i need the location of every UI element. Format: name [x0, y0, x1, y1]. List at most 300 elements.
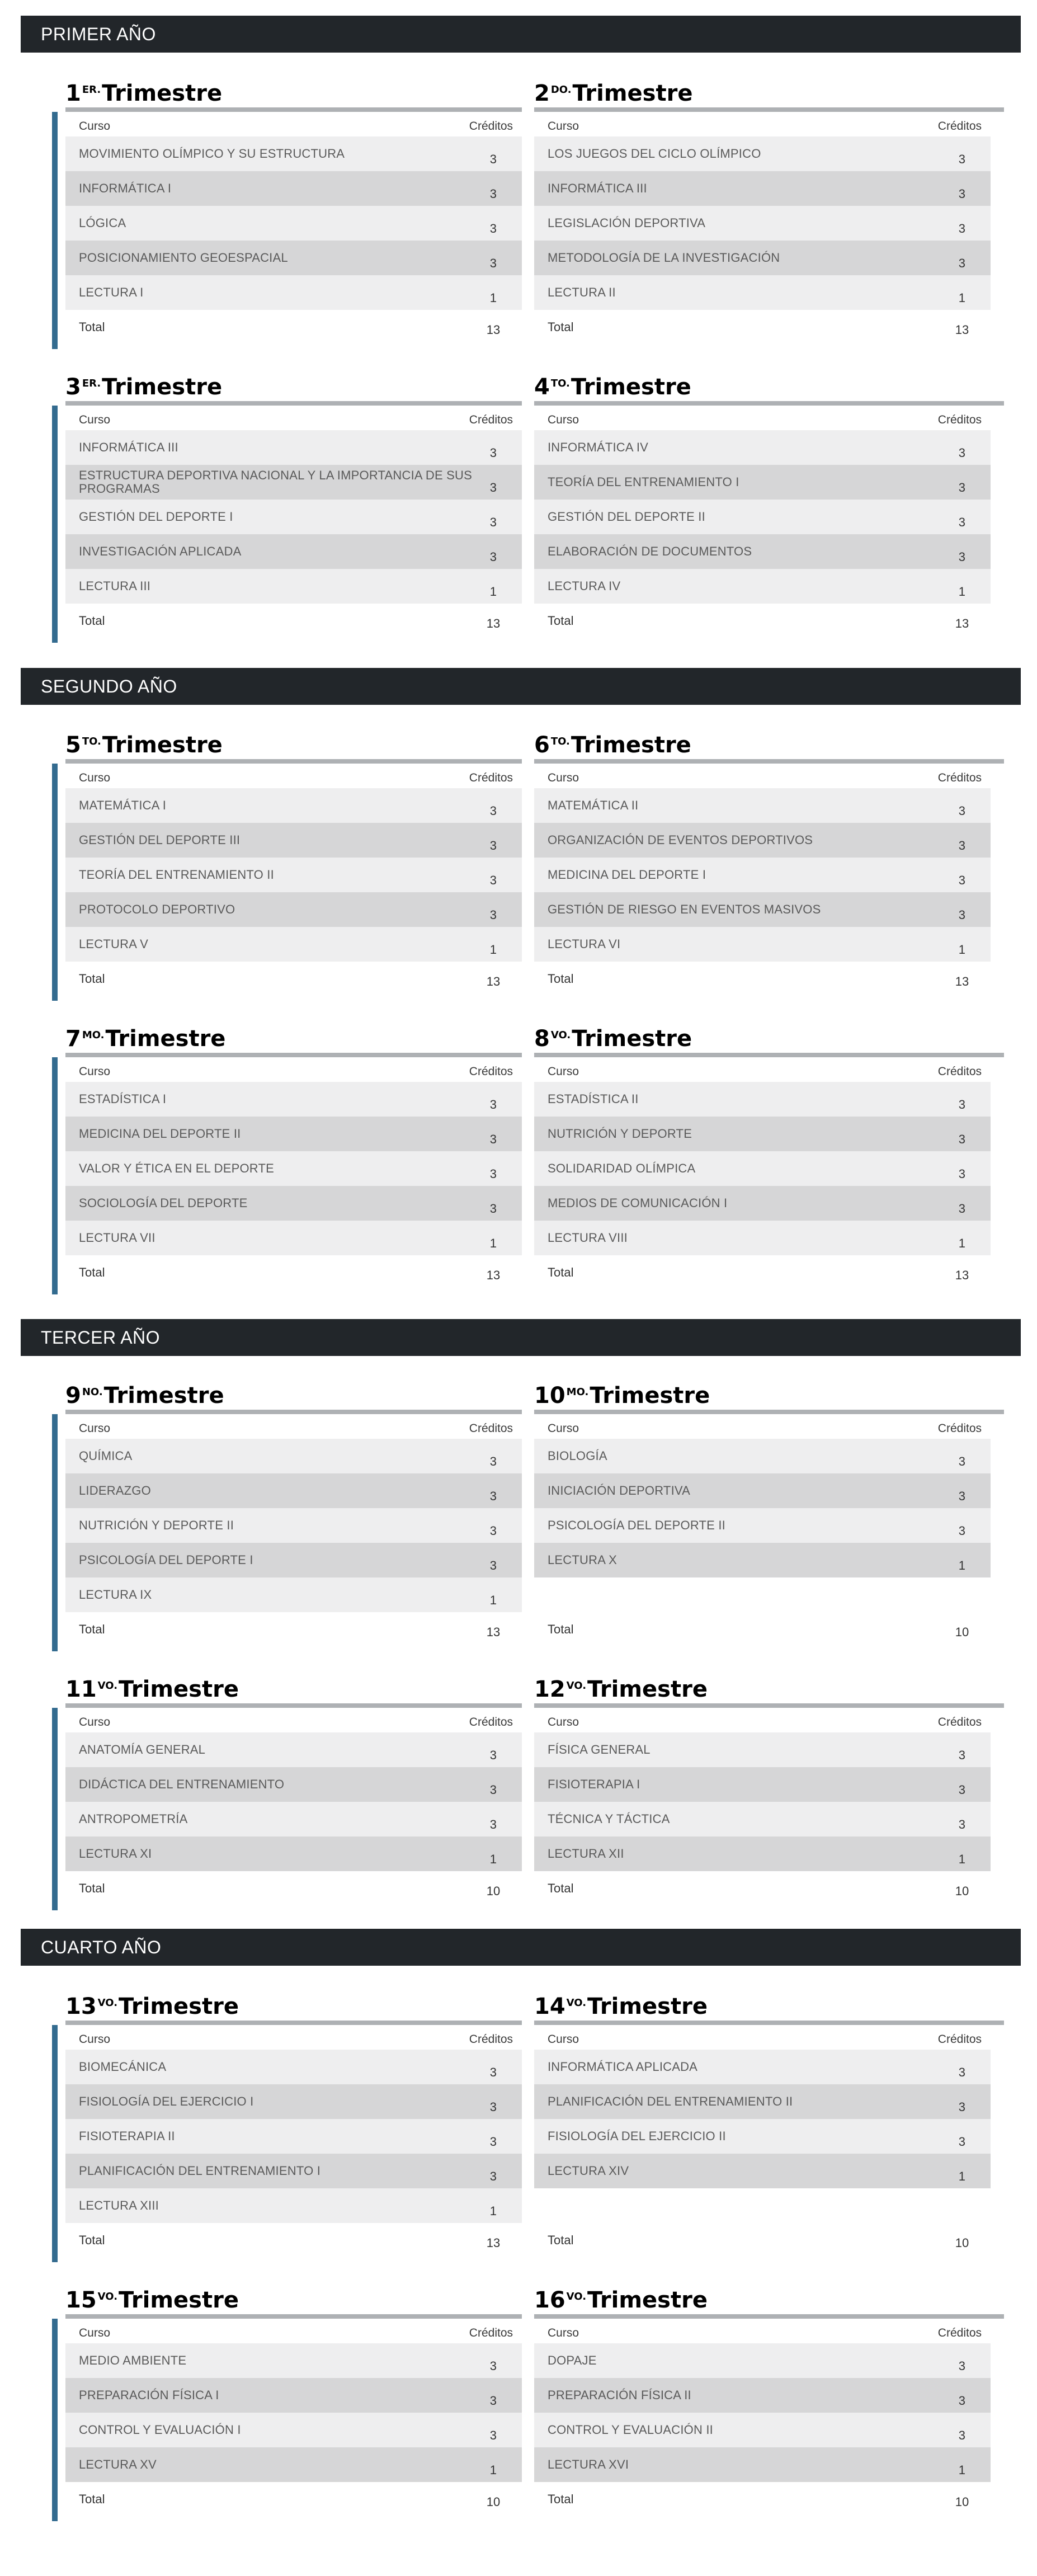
- course-credits: 3: [489, 1748, 497, 1762]
- course-credits: 3: [958, 804, 966, 818]
- course-column-header: Curso: [548, 1422, 579, 1435]
- course-name: LIDERAZGO: [79, 1484, 151, 1497]
- table-header: [534, 1414, 991, 1439]
- table-row: [534, 1732, 991, 1767]
- credits-column-header: Créditos: [469, 771, 513, 784]
- credits-column-header: Créditos: [469, 413, 513, 426]
- course-credits: 3: [489, 2065, 497, 2079]
- credits-column-header: Créditos: [937, 1716, 982, 1729]
- course-credits: 3: [489, 1454, 497, 1468]
- course-credits: 3: [489, 1132, 497, 1146]
- table-row: [534, 1836, 991, 1871]
- credits-column-header: Créditos: [937, 1065, 982, 1078]
- trimester-11: [52, 1674, 522, 1906]
- course-credits: 3: [489, 152, 497, 166]
- course-credits: 3: [958, 1524, 966, 1538]
- trimester-word: Trimestre: [571, 374, 691, 400]
- course-table: [534, 1414, 991, 1647]
- course-credits: 3: [958, 1783, 966, 1797]
- course-column-header: Curso: [548, 1716, 579, 1729]
- table-row: [534, 534, 991, 569]
- credits-column-header: Créditos: [469, 1716, 513, 1729]
- table-row: [534, 2343, 991, 2378]
- table-row: [65, 892, 522, 927]
- table-row: [534, 2378, 991, 2413]
- course-credits: 3: [489, 481, 497, 495]
- course-name: CONTROL Y EVALUACIÓN I: [79, 2423, 241, 2437]
- trimester-ordinal-suffix: VO.: [566, 1679, 587, 1692]
- course-column-header: Curso: [79, 2327, 111, 2339]
- table-row: [534, 171, 991, 206]
- course-column-header: Curso: [548, 413, 579, 426]
- trimester-word: Trimestre: [102, 374, 223, 400]
- course-credits: 3: [489, 1524, 497, 1538]
- empty-row: [534, 1577, 991, 1612]
- total-credits: 13: [955, 323, 969, 337]
- course-credits: 3: [489, 873, 497, 887]
- course-name: GESTIÓN DEL DEPORTE I: [79, 510, 233, 524]
- course-credits: 3: [489, 515, 497, 529]
- total-row: [65, 1871, 522, 1906]
- course-name: LECTURA XV: [79, 2457, 157, 2471]
- table-row: [534, 1117, 991, 1151]
- course-credits: 1: [958, 291, 966, 305]
- trimester-ordinal-suffix: NO.: [82, 1386, 103, 1398]
- course-name: PROTOCOLO DEPORTIVO: [79, 902, 235, 916]
- table-row: [65, 788, 522, 823]
- total-label: Total: [548, 2233, 574, 2247]
- course-name: PLANIFICACIÓN DEL ENTRENAMIENTO II: [548, 2094, 793, 2108]
- trimester-number: 5: [65, 732, 81, 758]
- table-row: [65, 1221, 522, 1255]
- course-credits: 3: [489, 908, 497, 922]
- accent-bar: [52, 112, 58, 349]
- trimester-word: Trimestre: [119, 1994, 239, 2019]
- credits-column-header: Créditos: [937, 120, 982, 133]
- trimester-heading: [65, 1024, 522, 1057]
- table-row: [65, 1151, 522, 1186]
- credits-column-header: Créditos: [469, 1422, 513, 1435]
- total-row: [65, 604, 522, 638]
- table-row: [65, 569, 522, 604]
- course-table: [65, 112, 522, 345]
- course-name: FISIOTERAPIA II: [79, 2129, 175, 2143]
- course-name: ANTROPOMETRÍA: [79, 1812, 188, 1826]
- trimester-number: 3: [65, 374, 81, 400]
- total-label: Total: [79, 2233, 105, 2247]
- course-name: NUTRICIÓN Y DEPORTE II: [79, 1518, 234, 1532]
- trimester-heading: [534, 372, 1004, 406]
- course-credits: 1: [489, 2463, 497, 2477]
- course-column-header: Curso: [79, 1716, 111, 1729]
- trimester-ordinal-suffix: TO.: [550, 377, 570, 389]
- trimester-number: 1: [65, 81, 81, 106]
- course-credits: 3: [958, 2100, 966, 2114]
- empty-row: [534, 2188, 991, 2223]
- table-row: [534, 206, 991, 241]
- course-column-header: Curso: [79, 771, 111, 784]
- table-row: [534, 1151, 991, 1186]
- course-name: DOPAJE: [548, 2353, 597, 2367]
- table-row: [65, 1543, 522, 1577]
- course-table: [65, 1414, 522, 1647]
- course-credits: 3: [958, 2359, 966, 2373]
- trimester-word: Trimestre: [587, 1994, 708, 2019]
- total-label: Total: [79, 320, 105, 334]
- total-credits: 13: [955, 974, 969, 988]
- trimester-word: Trimestre: [571, 732, 691, 758]
- table-row: [65, 500, 522, 534]
- course-table: [65, 1057, 522, 1290]
- course-name: ANATOMÍA GENERAL: [79, 1743, 206, 1756]
- table-row: [65, 1802, 522, 1836]
- trimester-ordinal-suffix: VO.: [566, 1996, 587, 2009]
- trimester-number: 13: [65, 1994, 97, 2019]
- trimester-word: Trimestre: [590, 1383, 710, 1409]
- course-name: LÓGICA: [79, 216, 126, 230]
- course-credits: 3: [489, 1489, 497, 1503]
- course-credits: 1: [489, 585, 497, 599]
- course-name: LECTURA X: [548, 1553, 618, 1567]
- table-header: [65, 2319, 522, 2343]
- course-column-header: Curso: [79, 413, 111, 426]
- year-header-1: PRIMER AÑO: [21, 16, 1021, 53]
- table-row: [65, 430, 522, 465]
- table-row: [534, 2084, 991, 2119]
- table-row: [65, 2413, 522, 2447]
- total-label: Total: [548, 1881, 574, 1895]
- trimester-heading: [65, 1991, 522, 2025]
- total-credits: 13: [486, 2236, 501, 2250]
- total-credits: 13: [486, 1268, 501, 1282]
- course-credits: 3: [958, 187, 966, 201]
- table-row: [534, 823, 991, 858]
- course-credits: 3: [489, 1817, 497, 1831]
- total-label: Total: [548, 972, 574, 986]
- trimester-word: Trimestre: [119, 2287, 239, 2313]
- trimester-heading: [534, 1674, 1004, 1708]
- course-table: [65, 406, 522, 638]
- table-row: [65, 2084, 522, 2119]
- course-name: INFORMÁTICA IV: [548, 440, 649, 454]
- trimester-ordinal-suffix: VO.: [97, 1996, 118, 2009]
- table-row: [65, 1473, 522, 1508]
- total-row: [65, 2482, 522, 2517]
- table-row: [534, 2447, 991, 2482]
- table-row: [534, 1543, 991, 1577]
- course-name: PREPARACIÓN FÍSICA I: [79, 2388, 219, 2402]
- trimester-number: 8: [534, 1026, 550, 1052]
- total-credits: 13: [955, 1268, 969, 1282]
- table-row: [65, 241, 522, 275]
- trimester-15: [52, 2285, 522, 2517]
- trimester-4: [534, 372, 1004, 638]
- table-row: [534, 892, 991, 927]
- course-name: ESTRUCTURA DEPORTIVA NACIONAL Y LA IMPORTANCIA DE SUS PROGRAMAS: [79, 468, 472, 496]
- course-column-header: Curso: [79, 1065, 111, 1078]
- trimester-heading: [534, 1024, 1004, 1057]
- course-credits: 3: [958, 1132, 966, 1146]
- table-row: [65, 858, 522, 892]
- course-credits: 3: [958, 908, 966, 922]
- course-credits: 3: [489, 1098, 497, 1112]
- trimester-16: [534, 2285, 1004, 2517]
- course-credits: 1: [489, 1852, 497, 1866]
- course-name: LECTURA XII: [548, 1847, 624, 1861]
- course-name: ELABORACIÓN DE DOCUMENTOS: [548, 544, 752, 558]
- course-column-header: Curso: [79, 1422, 111, 1435]
- course-column-header: Curso: [79, 120, 111, 133]
- course-credits: 3: [958, 550, 966, 564]
- trimester-ordinal-suffix: VO.: [566, 2290, 587, 2302]
- course-table: [65, 2025, 522, 2258]
- course-name: INICIACIÓN DEPORTIVA: [548, 1484, 691, 1497]
- accent-bar: [52, 2025, 58, 2262]
- total-credits: 13: [486, 323, 501, 337]
- table-header: [65, 406, 522, 430]
- table-row: [65, 823, 522, 858]
- course-name: MATEMÁTICA II: [548, 798, 639, 812]
- course-name: LECTURA III: [79, 579, 151, 593]
- table-row: [65, 534, 522, 569]
- trimester-number: 7: [65, 1026, 81, 1052]
- total-row: [65, 2223, 522, 2258]
- course-credits: 3: [489, 1783, 497, 1797]
- total-row: [65, 310, 522, 345]
- course-name: PSICOLOGÍA DEL DEPORTE II: [548, 1518, 725, 1532]
- table-row: [534, 2119, 991, 2154]
- table-row: [65, 136, 522, 171]
- trimester-word: Trimestre: [587, 1676, 708, 1702]
- table-row: [534, 1802, 991, 1836]
- course-table: [534, 1708, 991, 1906]
- table-row: [534, 858, 991, 892]
- course-name: LECTURA XI: [79, 1847, 152, 1861]
- trimester-heading: [65, 730, 522, 764]
- trimester-5: [52, 730, 522, 996]
- course-name: POSICIONAMIENTO GEOESPACIAL: [79, 251, 288, 265]
- course-credits: 3: [489, 1558, 497, 1572]
- total-row: [534, 310, 991, 345]
- accent-bar: [52, 2319, 58, 2521]
- course-name: MEDICINA DEL DEPORTE II: [79, 1127, 241, 1141]
- course-credits: 3: [958, 481, 966, 495]
- course-name: INFORMÁTICA III: [548, 181, 647, 195]
- course-name: TEORÍA DEL ENTRENAMIENTO I: [548, 475, 739, 489]
- table-header: [534, 2025, 991, 2050]
- table-row: [65, 2050, 522, 2084]
- course-credits: 3: [958, 1202, 966, 1216]
- total-credits: 10: [486, 2495, 501, 2509]
- table-row: [534, 2154, 991, 2188]
- course-name: LOS JUEGOS DEL CICLO OLÍMPICO: [548, 147, 761, 161]
- course-name: BIOLOGÍA: [548, 1449, 607, 1463]
- course-column-header: Curso: [548, 2327, 579, 2339]
- trimester-word: Trimestre: [102, 732, 223, 758]
- course-credits: 1: [489, 1593, 497, 1607]
- trimester-ordinal-suffix: MO.: [566, 1386, 589, 1398]
- course-table: [534, 2025, 991, 2258]
- table-row: [65, 1577, 522, 1612]
- table-header: [534, 764, 991, 788]
- table-row: [534, 1186, 991, 1221]
- trimester-word: Trimestre: [102, 81, 223, 106]
- course-credits: 3: [958, 1817, 966, 1831]
- total-credits: 13: [486, 616, 501, 630]
- trimester-number: 10: [534, 1383, 565, 1409]
- credits-column-header: Créditos: [469, 120, 513, 133]
- course-name: DIDÁCTICA DEL ENTRENAMIENTO: [79, 1777, 285, 1791]
- course-credits: 3: [958, 256, 966, 270]
- course-name: NUTRICIÓN Y DEPORTE: [548, 1127, 692, 1141]
- course-credits: 3: [489, 2394, 497, 2408]
- table-row: [65, 1508, 522, 1543]
- total-label: Total: [548, 1265, 574, 1279]
- total-label: Total: [79, 972, 105, 986]
- course-column-header: Curso: [548, 1065, 579, 1078]
- trimester-word: Trimestre: [572, 1026, 692, 1052]
- trimester-ordinal-suffix: VO.: [97, 2290, 118, 2302]
- trimester-heading: [65, 1674, 522, 1708]
- table-header: [534, 406, 991, 430]
- course-credits: 3: [489, 2428, 497, 2442]
- course-credits: 3: [958, 446, 966, 460]
- table-row: [65, 1082, 522, 1117]
- table-header: [65, 764, 522, 788]
- course-credits: 3: [489, 1167, 497, 1181]
- course-credits: 1: [958, 2169, 966, 2183]
- credits-column-header: Créditos: [937, 2327, 982, 2339]
- trimester-ordinal-suffix: VO.: [550, 1029, 571, 1041]
- course-table: [534, 2319, 991, 2517]
- trimester-heading: [65, 78, 522, 112]
- course-name: FISIOLOGÍA DEL EJERCICIO I: [79, 2094, 254, 2108]
- course-name: MEDICINA DEL DEPORTE I: [548, 868, 706, 882]
- course-credits: 3: [958, 2394, 966, 2408]
- year-header-2: SEGUNDO AÑO: [21, 668, 1021, 705]
- table-row: [65, 2119, 522, 2154]
- trimester-ordinal-suffix: ER.: [82, 377, 101, 389]
- course-credits: 3: [958, 1454, 966, 1468]
- course-credits: 3: [958, 515, 966, 529]
- table-row: [65, 2378, 522, 2413]
- trimester-9: [52, 1381, 522, 1647]
- course-name: INFORMÁTICA III: [79, 440, 178, 454]
- course-name: PREPARACIÓN FÍSICA II: [548, 2388, 691, 2402]
- course-credits: 1: [958, 1852, 966, 1866]
- table-row: [534, 1767, 991, 1802]
- trimester-2: [534, 78, 1004, 345]
- accent-bar: [52, 764, 58, 1001]
- course-name: ESTADÍSTICA I: [79, 1092, 167, 1106]
- course-name: LECTURA II: [548, 285, 616, 299]
- table-header: [534, 112, 991, 136]
- course-credits: 3: [958, 2065, 966, 2079]
- table-header: [65, 1057, 522, 1082]
- course-name: MEDIOS DE COMUNICACIÓN I: [548, 1196, 728, 1210]
- trimester-ordinal-suffix: TO.: [550, 735, 570, 747]
- course-credits: 1: [958, 943, 966, 957]
- table-row: [534, 569, 991, 604]
- table-header: [65, 2025, 522, 2050]
- course-name: FÍSICA GENERAL: [548, 1743, 651, 1756]
- course-table: [65, 764, 522, 996]
- total-label: Total: [79, 2492, 105, 2506]
- total-row: [534, 604, 991, 638]
- total-row: [534, 2482, 991, 2517]
- trimester-6: [534, 730, 1004, 996]
- table-row: [65, 2343, 522, 2378]
- table-row: [534, 136, 991, 171]
- course-name: INFORMÁTICA APLICADA: [548, 2060, 698, 2074]
- course-name: LECTURA I: [79, 285, 144, 299]
- total-label: Total: [548, 320, 574, 334]
- course-credits: 3: [958, 2135, 966, 2149]
- table-row: [65, 465, 522, 500]
- course-table: [534, 406, 991, 638]
- course-credits: 1: [489, 2204, 497, 2218]
- course-column-header: Curso: [548, 120, 579, 133]
- course-credits: 3: [958, 873, 966, 887]
- total-row: [65, 962, 522, 996]
- table-row: [534, 275, 991, 310]
- total-row: [534, 2223, 991, 2258]
- total-credits: 13: [486, 1625, 501, 1639]
- course-name: PLANIFICACIÓN DEL ENTRENAMIENTO I: [79, 2164, 321, 2178]
- total-row: [534, 962, 991, 996]
- table-row: [534, 241, 991, 275]
- table-row: [534, 2050, 991, 2084]
- course-name: GESTIÓN DEL DEPORTE II: [548, 510, 705, 524]
- table-row: [65, 1732, 522, 1767]
- total-label: Total: [79, 1265, 105, 1279]
- course-credits: 3: [489, 839, 497, 853]
- trimester-word: Trimestre: [587, 2287, 708, 2313]
- total-credits: 10: [955, 2495, 969, 2509]
- trimester-13: [52, 1991, 522, 2258]
- credits-column-header: Créditos: [937, 771, 982, 784]
- trimester-ordinal-suffix: VO.: [97, 1679, 118, 1692]
- course-table: [534, 112, 991, 345]
- trimester-heading: [534, 1991, 1004, 2025]
- table-row: [534, 1082, 991, 1117]
- course-credits: 1: [958, 585, 966, 599]
- course-credits: 3: [958, 1167, 966, 1181]
- table-header: [65, 112, 522, 136]
- table-row: [65, 1117, 522, 1151]
- course-name: METODOLOGÍA DE LA INVESTIGACIÓN: [548, 251, 780, 265]
- course-credits: 1: [958, 2463, 966, 2477]
- accent-bar: [52, 1414, 58, 1651]
- course-name: LECTURA VII: [79, 1231, 155, 1245]
- course-name: MOVIMIENTO OLÍMPICO Y SU ESTRUCTURA: [79, 147, 345, 161]
- course-name: FISIOLOGÍA DEL EJERCICIO II: [548, 2129, 726, 2143]
- course-name: ESTADÍSTICA II: [548, 1092, 639, 1106]
- table-row: [534, 1221, 991, 1255]
- course-name: CONTROL Y EVALUACIÓN II: [548, 2423, 713, 2437]
- course-credits: 3: [489, 222, 497, 236]
- table-row: [534, 927, 991, 962]
- course-name: LECTURA XVI: [548, 2457, 629, 2471]
- trimester-number: 4: [534, 374, 550, 400]
- table-header: [65, 1414, 522, 1439]
- year-header-3: TERCER AÑO: [21, 1319, 1021, 1356]
- table-row: [65, 2188, 522, 2223]
- course-credits: 3: [958, 1098, 966, 1112]
- trimester-number: 6: [534, 732, 550, 758]
- trimester-3: [52, 372, 522, 638]
- course-credits: 1: [958, 1236, 966, 1250]
